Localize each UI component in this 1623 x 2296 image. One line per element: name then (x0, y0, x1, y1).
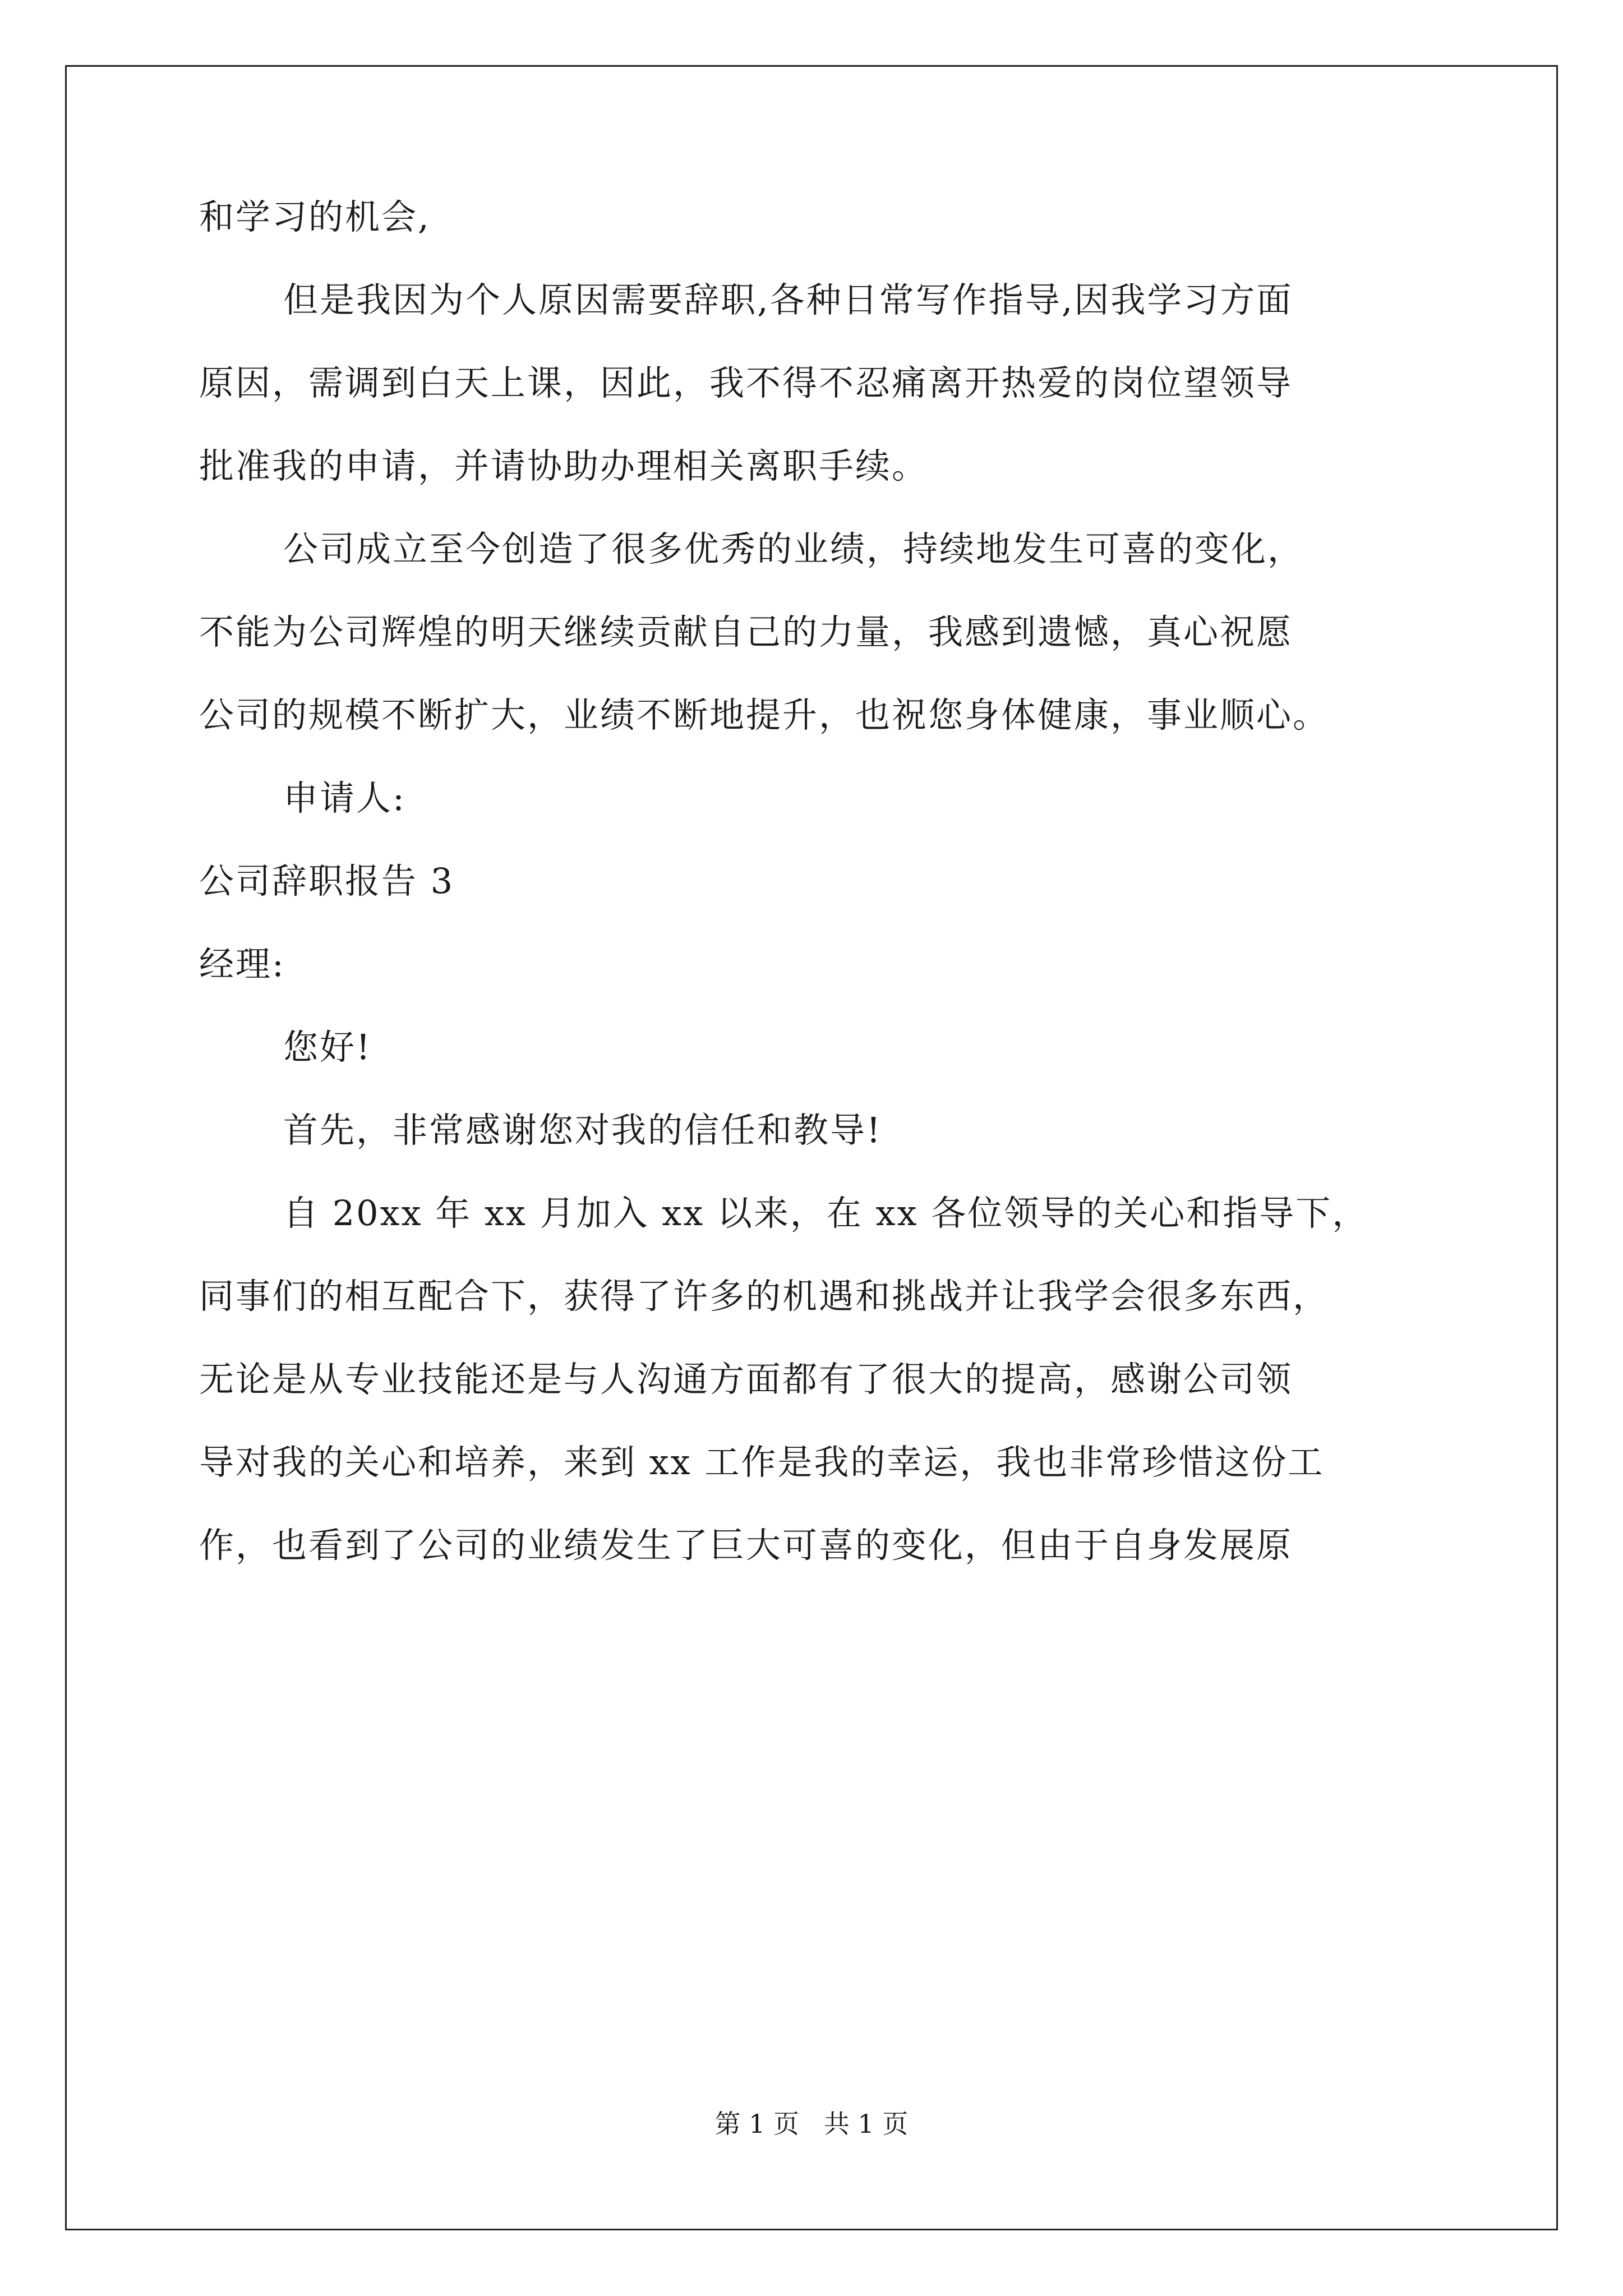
text-line: 自 20xx 年 xx 月加入 xx 以来，在 xx 各位领导的关心和指导下， (283, 1193, 1369, 1234)
text-line: 公司成立至今创造了很多优秀的业绩，持续地发生可喜的变化， (283, 528, 1304, 569)
document-body (199, 196, 1427, 1608)
applicant-line: 申请人: (283, 777, 406, 818)
text-line: 首先，非常感谢您对我的信任和教导! (283, 1110, 882, 1151)
text-line: 公司的规模不断扩大，业绩不断地提升，也祝您身体健康，事业顺心。 (199, 694, 1330, 735)
text-line: 不能为公司辉煌的明天继续贡献自己的力量，我感到遗憾，真心祝愿 (199, 611, 1293, 652)
text-line: 同事们的相互配合下，获得了许多的机遇和挑战并让我学会很多东西， (199, 1276, 1330, 1317)
text-line: 原因，需调到白天上课，因此，我不得不忍痛离开热爱的岗位望领导 (199, 362, 1293, 403)
greeting: 您好! (283, 1027, 372, 1068)
text-line: 批准我的申请，并请协助办理相关离职手续。 (199, 445, 929, 486)
page-number-footer: 第 1 页 共 1 页 (714, 2109, 909, 2139)
section-heading: 公司辞职报告 3 (199, 861, 455, 901)
salutation: 经理: (199, 944, 285, 984)
text-line: 和学习的机会, (199, 196, 431, 237)
text-line: 作，也看到了公司的业绩发生了巨大可喜的变化，但由于自身发展原 (199, 1525, 1293, 1566)
text-line: 无论是从专业技能还是与人沟通方面都有了很大的提高，感谢公司领 (199, 1359, 1293, 1400)
text-line: 但是我因为个人原因需要辞职,各种日常写作指导,因我学习方面 (283, 279, 1293, 320)
text-line: 导对我的关心和培养，来到 xx 工作是我的幸运，我也非常珍惜这份工 (199, 1442, 1325, 1483)
